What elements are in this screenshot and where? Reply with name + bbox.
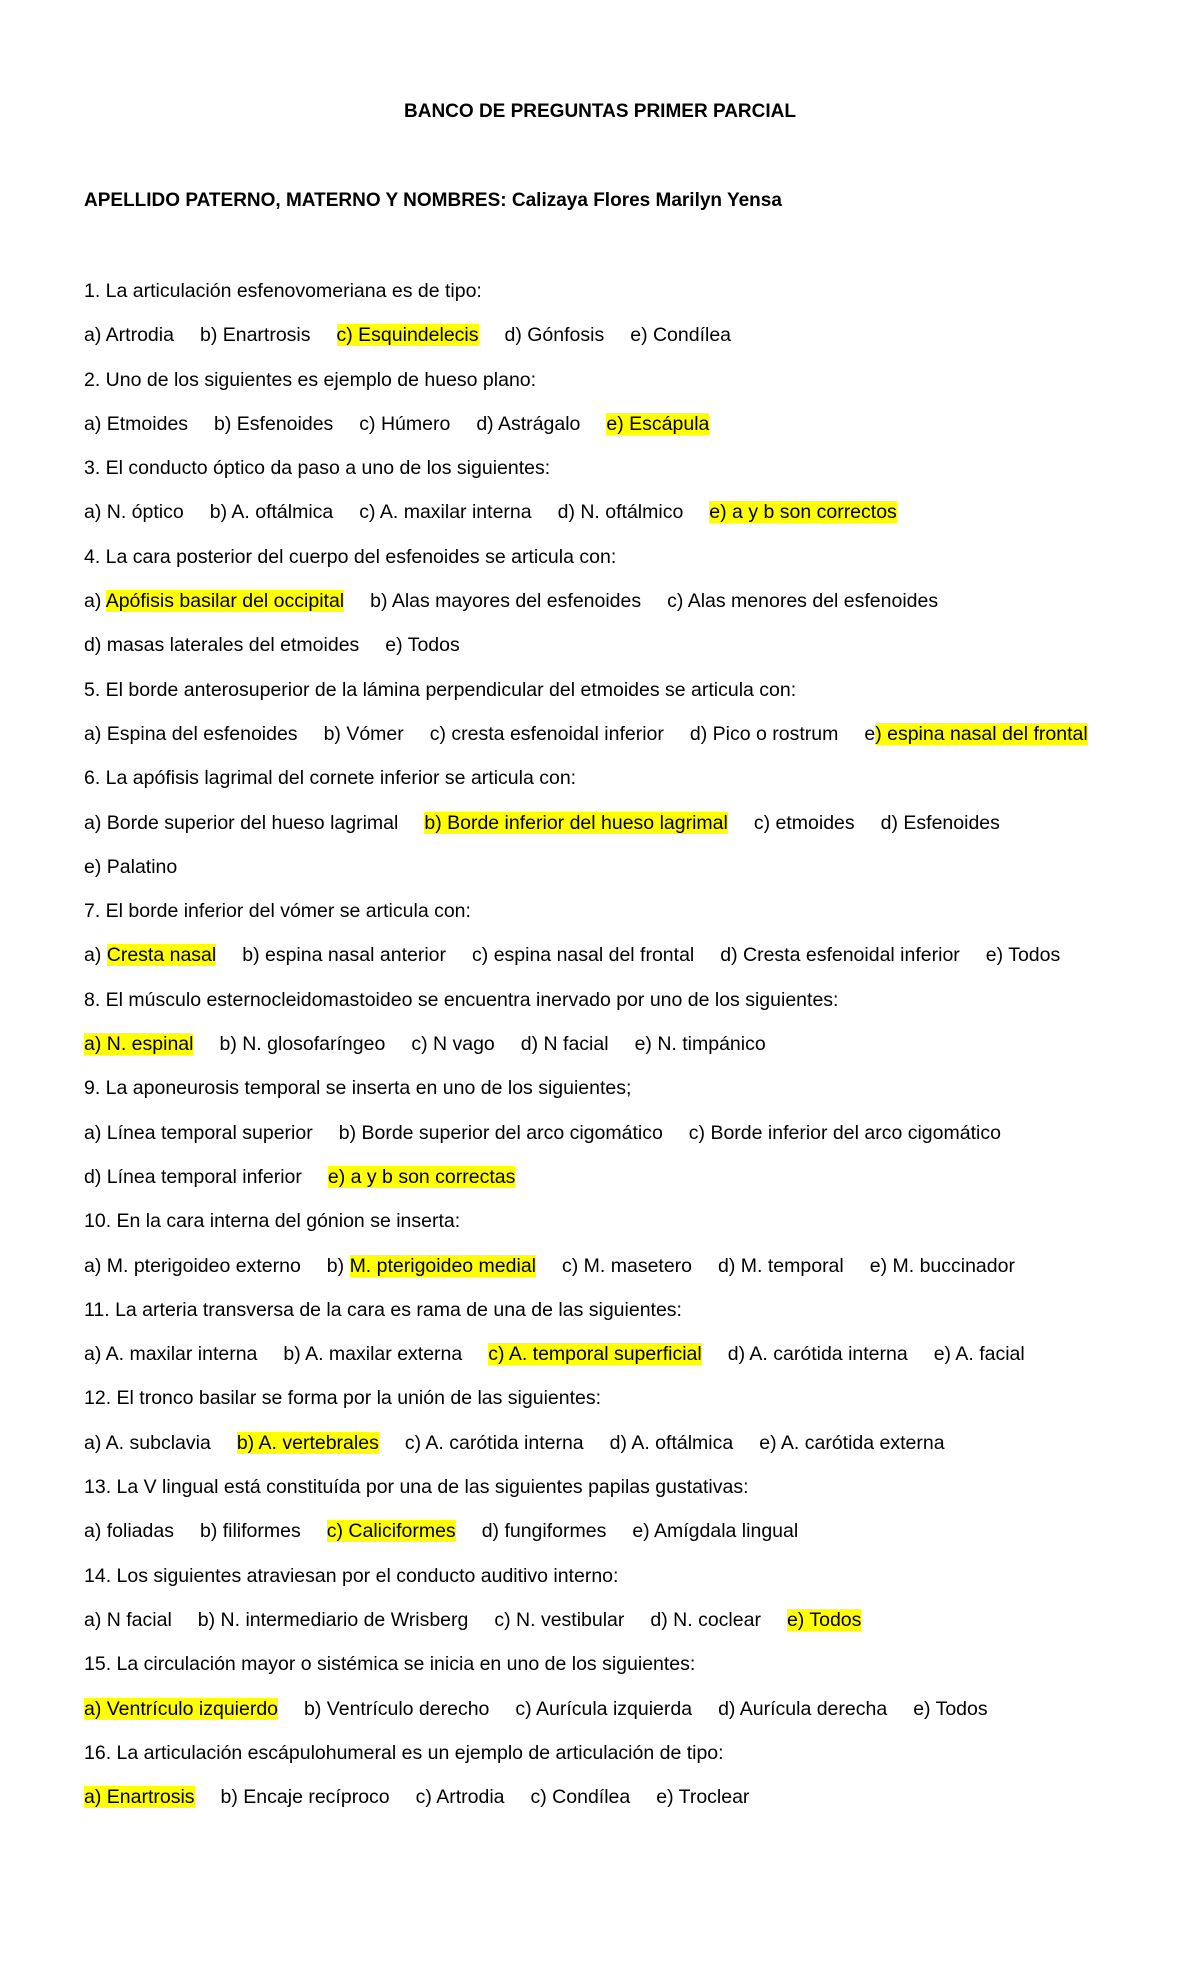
option-text: b) N. glosofaríngeo — [219, 1033, 386, 1056]
answer-option — [558, 497, 684, 527]
option-text: d) N facial — [520, 1033, 609, 1056]
option-text: c) A. maxilar interna — [359, 501, 532, 524]
option-text: e) N. timpánico — [634, 1033, 766, 1056]
option-text: c) A. carótida interna — [404, 1431, 584, 1454]
options-line — [84, 808, 1144, 852]
option-text: M. pterigoideo medial — [349, 1254, 536, 1277]
options-line — [84, 719, 1144, 763]
answer-option — [359, 409, 450, 439]
answer-option — [198, 1605, 469, 1635]
option-text: c) N. vestibular — [494, 1608, 625, 1631]
answer-option-highlighted — [84, 586, 344, 616]
answer-option — [754, 808, 855, 838]
student-line — [84, 186, 782, 216]
question-text: 8. El músculo esternocleidomastoideo se encuentra inervado por uno de los siguientes: — [84, 988, 839, 1011]
answer-option-highlighted — [84, 1029, 193, 1059]
question-text: 11. La arteria transversa de la cara es rama de una de las siguientes: — [84, 1298, 682, 1321]
answer-option — [84, 808, 398, 838]
option-text: e) Palatino — [84, 855, 178, 878]
answer-option — [84, 1605, 172, 1635]
student-name: Calizaya Flores Marilyn Yensa — [511, 190, 782, 211]
option-text: a) Borde superior del hueso lagrimal — [84, 811, 399, 834]
answer-option — [219, 1029, 385, 1059]
option-text: d) Astrágalo — [476, 412, 581, 435]
answer-option-highlighted — [709, 497, 897, 527]
option-text: a) N. espinal — [84, 1033, 194, 1056]
answer-option-highlighted — [328, 1162, 516, 1192]
answer-option — [870, 1251, 1015, 1281]
question-list — [84, 276, 1144, 1826]
answer-option — [304, 1694, 489, 1724]
option-text: b) Alas mayores del esfenoides — [370, 590, 642, 613]
answer-option — [515, 1694, 692, 1724]
option-text: c) Caliciformes — [326, 1520, 456, 1543]
options-line — [84, 409, 1144, 453]
option-text: e) Todos — [985, 944, 1061, 967]
option-text: b) Borde inferior del hueso lagrimal — [424, 811, 728, 834]
option-text: c) Artrodia — [415, 1786, 505, 1809]
option-text: c) Condílea — [530, 1786, 631, 1809]
option-text: a) foliadas — [84, 1520, 174, 1543]
answer-option-highlighted — [864, 719, 1087, 749]
option-text: b) A. maxilar externa — [283, 1343, 463, 1366]
option-text: a) Enartrosis — [84, 1786, 195, 1809]
option-text: e) Escápula — [606, 412, 710, 435]
option-text: d) N. oftálmico — [557, 501, 684, 524]
option-text: b) Vómer — [323, 722, 404, 745]
option-text: d) fungiformes — [481, 1520, 607, 1543]
answer-option — [690, 719, 838, 749]
answer-option — [385, 630, 459, 660]
answer-option — [632, 1516, 798, 1546]
option-prefix: a) — [84, 590, 106, 613]
options-line — [84, 320, 1144, 364]
answer-option-highlighted — [327, 1251, 536, 1281]
option-prefix: b) — [326, 1254, 350, 1277]
question-text: 13. La V lingual está constituída por una de las siguientes papilas gustativas: — [84, 1476, 749, 1499]
option-text: b) Enartrosis — [199, 324, 311, 347]
answer-option — [630, 320, 731, 350]
option-text: e) Todos — [385, 634, 460, 657]
answer-option — [339, 1118, 663, 1148]
option-text: e) M. buccinador — [869, 1254, 1015, 1277]
answer-option — [650, 1605, 761, 1635]
option-text: d) Pico o rostrum — [689, 722, 839, 745]
option-text: e) a y b son correctos — [709, 501, 897, 524]
question-text: 5. El borde anterosuperior de la lámina perpendicular del etmoides se articula con: — [84, 678, 797, 701]
answer-option-highlighted — [424, 808, 728, 838]
option-text: b) N. intermediario de Wrisberg — [197, 1608, 469, 1631]
option-text: b) A. vertebrales — [236, 1431, 379, 1454]
options-line — [84, 1782, 1144, 1826]
answer-option — [84, 1251, 301, 1281]
question-text: 1. La articulación esfenovomeriana es de tipo: — [84, 280, 482, 302]
answer-option-highlighted — [84, 1694, 278, 1724]
answer-option — [84, 409, 188, 439]
question-text: 12. El tronco basilar se forma por la unión de las siguientes: — [84, 1387, 602, 1410]
option-text: a) Línea temporal superior — [84, 1121, 313, 1144]
option-text: b) Esfenoides — [214, 412, 334, 435]
answer-option — [635, 1029, 766, 1059]
answer-option-highlighted — [237, 1428, 379, 1458]
answer-option — [242, 940, 446, 970]
question-text: 9. La aponeurosis temporal se inserta en uno de los siguientes; — [84, 1077, 632, 1100]
options-line — [84, 1251, 1144, 1295]
answer-option — [84, 1339, 257, 1369]
answer-option — [84, 497, 184, 527]
answer-option — [494, 1605, 624, 1635]
answer-option — [210, 497, 334, 527]
option-text: d) Gónfosis — [504, 324, 605, 347]
options-line — [84, 630, 1144, 674]
answer-option — [84, 320, 174, 350]
option-text: a) Artrodia — [84, 324, 174, 347]
student-label: APELLIDO PATERNO, MATERNO Y NOMBRES: — [84, 190, 512, 211]
question-text: 14. Los siguientes atraviesan por el conducto auditivo interno: — [84, 1564, 619, 1587]
question-text: 16. La articulación escápulohumeral es un ejemplo de articulación de tipo: — [84, 1741, 724, 1764]
answer-option — [881, 808, 1000, 838]
answer-option-highlighted — [327, 1516, 456, 1546]
option-text: d) Esfenoides — [880, 811, 1000, 834]
option-text: e) a y b son correctas — [327, 1165, 516, 1188]
question-text: 3. El conducto óptico da paso a uno de los siguientes: — [84, 457, 551, 480]
option-text: e) Troclear — [656, 1786, 750, 1809]
option-text: Cresta nasal — [106, 944, 217, 967]
answer-option — [221, 1782, 390, 1812]
answer-option — [689, 1118, 1001, 1148]
options-line — [84, 1029, 1144, 1073]
answer-option — [934, 1339, 1025, 1369]
option-text: ) espina nasal del frontal — [875, 722, 1088, 745]
options-line — [84, 1162, 1144, 1206]
options-line — [84, 1118, 1144, 1162]
option-text: d) A. oftálmica — [609, 1431, 734, 1454]
option-text: c) espina nasal del frontal — [472, 944, 695, 967]
option-text: e) Todos — [913, 1697, 988, 1720]
option-text: e) Amígdala lingual — [632, 1520, 799, 1543]
option-text: a) M. pterigoideo externo — [84, 1254, 301, 1277]
answer-option — [214, 409, 333, 439]
option-text: d) Aurícula derecha — [718, 1697, 888, 1720]
options-line — [84, 1605, 1144, 1649]
answer-option — [521, 1029, 609, 1059]
options-line — [84, 1694, 1144, 1738]
answer-option-highlighted — [84, 1782, 195, 1812]
question-text: 4. La cara posterior del cuerpo del esfenoides se articula con: — [84, 545, 617, 568]
answer-option — [283, 1339, 462, 1369]
option-text: e) A. facial — [933, 1343, 1025, 1366]
question-text: 15. La circulación mayor o sistémica se inicia en uno de los siguientes: — [84, 1653, 696, 1676]
answer-option — [562, 1251, 692, 1281]
option-text: b) filiformes — [199, 1520, 301, 1543]
option-text: d) M. temporal — [718, 1254, 844, 1277]
answer-option-highlighted — [488, 1339, 702, 1369]
option-text: a) Etmoides — [84, 412, 189, 435]
answer-option — [986, 940, 1060, 970]
answer-option — [359, 497, 531, 527]
answer-option — [759, 1428, 944, 1458]
option-text: d) A. carótida interna — [727, 1343, 908, 1366]
answer-option — [718, 1694, 887, 1724]
page-title: BANCO DE PREGUNTAS PRIMER PARCIAL — [404, 101, 796, 122]
option-text: d) N. coclear — [650, 1608, 761, 1631]
option-text: a) N. óptico — [84, 501, 184, 524]
answer-option — [476, 409, 580, 439]
option-text: c) etmoides — [753, 811, 855, 834]
answer-option — [720, 940, 960, 970]
option-text: b) A. oftálmica — [209, 501, 334, 524]
answer-option — [482, 1516, 607, 1546]
option-text: c) A. temporal superficial — [488, 1343, 702, 1366]
option-text: d) masas laterales del etmoides — [84, 634, 360, 657]
options-line — [84, 1516, 1144, 1560]
answer-option — [430, 719, 664, 749]
option-text: Apófisis basilar del occipital — [105, 590, 345, 613]
answer-option — [411, 1029, 494, 1059]
question-text: 2. Uno de los siguientes es ejemplo de hueso plano: — [84, 368, 537, 391]
option-text: a) A. subclavia — [84, 1431, 211, 1454]
answer-option — [667, 586, 938, 616]
option-text: b) Ventrículo derecho — [304, 1697, 490, 1720]
answer-option — [84, 630, 359, 660]
answer-option — [84, 1162, 302, 1192]
answer-option-highlighted — [337, 320, 479, 350]
answer-option-highlighted — [84, 940, 216, 970]
options-line — [84, 497, 1144, 541]
option-text: a) Ventrículo izquierdo — [84, 1697, 279, 1720]
answer-option — [324, 719, 404, 749]
option-text: c) Esquindelecis — [336, 324, 479, 347]
option-prefix: e — [864, 722, 876, 745]
option-text: c) N vago — [411, 1033, 495, 1056]
answer-option — [472, 940, 694, 970]
options-line — [84, 586, 1144, 630]
options-line — [84, 852, 1144, 896]
question-text: 7. El borde inferior del vómer se articula con: — [84, 900, 471, 923]
answer-option — [913, 1694, 987, 1724]
option-text: e) Condílea — [630, 324, 732, 347]
answer-option-highlighted — [606, 409, 709, 439]
option-text: c) cresta esfenoidal inferior — [429, 722, 664, 745]
option-text: e) Todos — [786, 1608, 862, 1631]
options-line — [84, 1339, 1144, 1383]
option-text: c) Aurícula izquierda — [515, 1697, 693, 1720]
option-text: d) Línea temporal inferior — [84, 1165, 302, 1188]
option-text: b) espina nasal anterior — [242, 944, 447, 967]
option-text: b) Encaje recíproco — [220, 1786, 390, 1809]
option-text: c) M. masetero — [562, 1254, 693, 1277]
answer-option — [200, 1516, 301, 1546]
answer-option — [370, 586, 641, 616]
option-prefix: a) — [84, 944, 107, 967]
option-text: d) Cresta esfenoidal inferior — [720, 944, 960, 967]
option-text: c) Borde inferior del arco cigomático — [688, 1121, 1001, 1144]
answer-option — [718, 1251, 844, 1281]
answer-option — [656, 1782, 749, 1812]
option-text: b) Borde superior del arco cigomático — [338, 1121, 663, 1144]
answer-option — [84, 852, 177, 882]
answer-option — [728, 1339, 908, 1369]
answer-option — [531, 1782, 631, 1812]
option-text: e) A. carótida externa — [759, 1431, 945, 1454]
answer-option — [200, 320, 311, 350]
answer-option — [610, 1428, 734, 1458]
option-text: a) A. maxilar interna — [84, 1343, 258, 1366]
answer-option — [84, 719, 298, 749]
answer-option — [416, 1782, 505, 1812]
option-text: a) N facial — [84, 1608, 172, 1631]
answer-option — [505, 320, 605, 350]
answer-option — [84, 1428, 211, 1458]
answer-option — [405, 1428, 584, 1458]
option-text: c) Húmero — [359, 412, 451, 435]
answer-option-highlighted — [787, 1605, 861, 1635]
question-text: 10. En la cara interna del gónion se inserta: — [84, 1210, 461, 1233]
option-text: a) Espina del esfenoides — [84, 722, 298, 745]
options-line — [84, 940, 1144, 984]
answer-option — [84, 1118, 313, 1148]
answer-option — [84, 1516, 174, 1546]
question-text: 6. La apófisis lagrimal del cornete inferior se articula con: — [84, 767, 577, 790]
options-line — [84, 1428, 1144, 1472]
option-text: c) Alas menores del esfenoides — [667, 590, 939, 613]
